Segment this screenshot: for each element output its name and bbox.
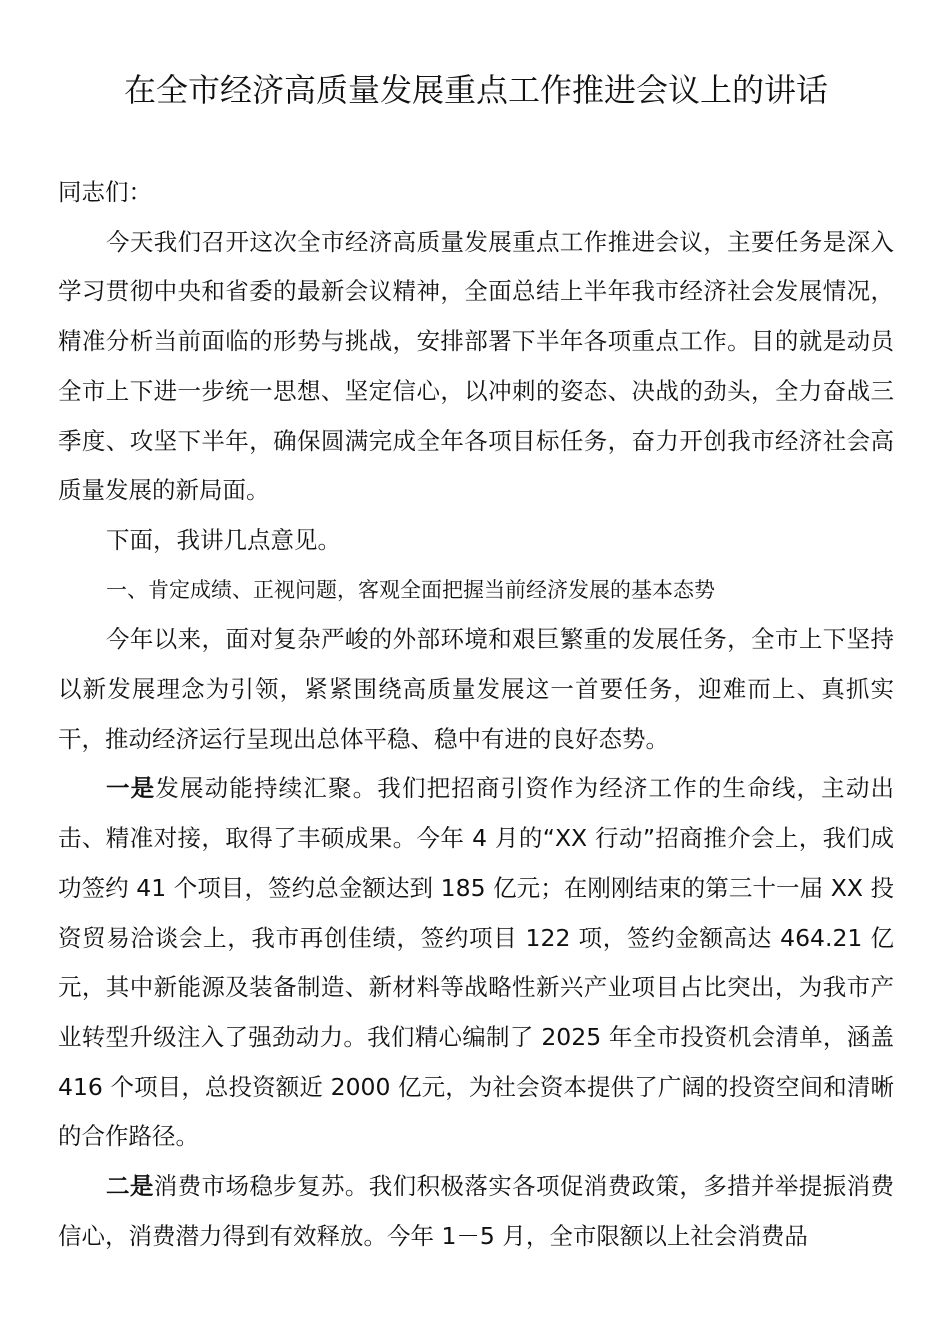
section-heading: 一、肯定成绩、正视问题，客观全面把握当前经济发展的基本态势 [106, 577, 715, 602]
document-title: 在全市经济高质量发展重点工作推进会议上的讲话 [123, 71, 828, 109]
salutation: 同志们： [58, 178, 152, 206]
intro-paragraph: 今天我们召开这次全市经济高质量发展重点工作推进会议，主要任务是深入学习贯彻中央和省委的最新会议精神，全面总结上半年我市经济社会发展情况，精准分析当前面临的形势与挑战，安排部署下半年各项重点工作。目的就是动员全市上下进一步统一思想、坚定信心，以冲刺的姿态、决战的劲头，全力奋战三季度、攻坚下半年，确保圆满完成全年各项目标任务，奋力开创我市经济社会高质量发展的新局面。 [58, 227, 894, 505]
point-two-paragraph [58, 1162, 894, 1261]
point-one-paragraph [58, 764, 894, 1162]
point-one-lead: 一是 [106, 774, 156, 803]
point-two-lead: 二是 [106, 1172, 154, 1201]
point-one-text: 发展动能持续汇聚。我们把招商引资作为经济工作的生命线，主动出击、精准对接，取得了丰硕成果。今年 4 月的“XX 行动”招商推介会上，我们成功签约 41 个项目，签约总金额达到 185 亿元；在刚刚结束的第三十一届 XX 投资贸易洽谈会上，我市再创佳绩，签约项目 122 项，签约金额高达 464.21 亿元，其中新能源及装备制造、新材料等战略性新兴产业项目占比突出，为我市产业转型升级注入了强劲动力。我们精心编制了 2025 年全市投资机会清单，涵盖 416 个项目，总投资额近 2000 亿元，为社会资本提供了广阔的投资空间和清晰的合作路径。 [58, 774, 895, 1151]
section-intro-paragraph: 今年以来，面对复杂严峻的外部环境和艰巨繁重的发展任务，全市上下坚持以新发展理念为引领，紧紧围绕高质量发展这一首要任务，迎难而上、真抓实干，推动经济运行呈现出总体平稳、稳中有进的良好态势。 [58, 625, 894, 753]
point-two-text: 消费市场稳步复苏。我们积极落实各项促消费政策，多措并举提振消费信心，消费潜力得到有效释放。今年 1－5 月，全市限额以上社会消费品 [58, 1172, 894, 1250]
transition-paragraph: 下面，我讲几点意见。 [106, 525, 341, 554]
document-body [58, 168, 894, 1261]
